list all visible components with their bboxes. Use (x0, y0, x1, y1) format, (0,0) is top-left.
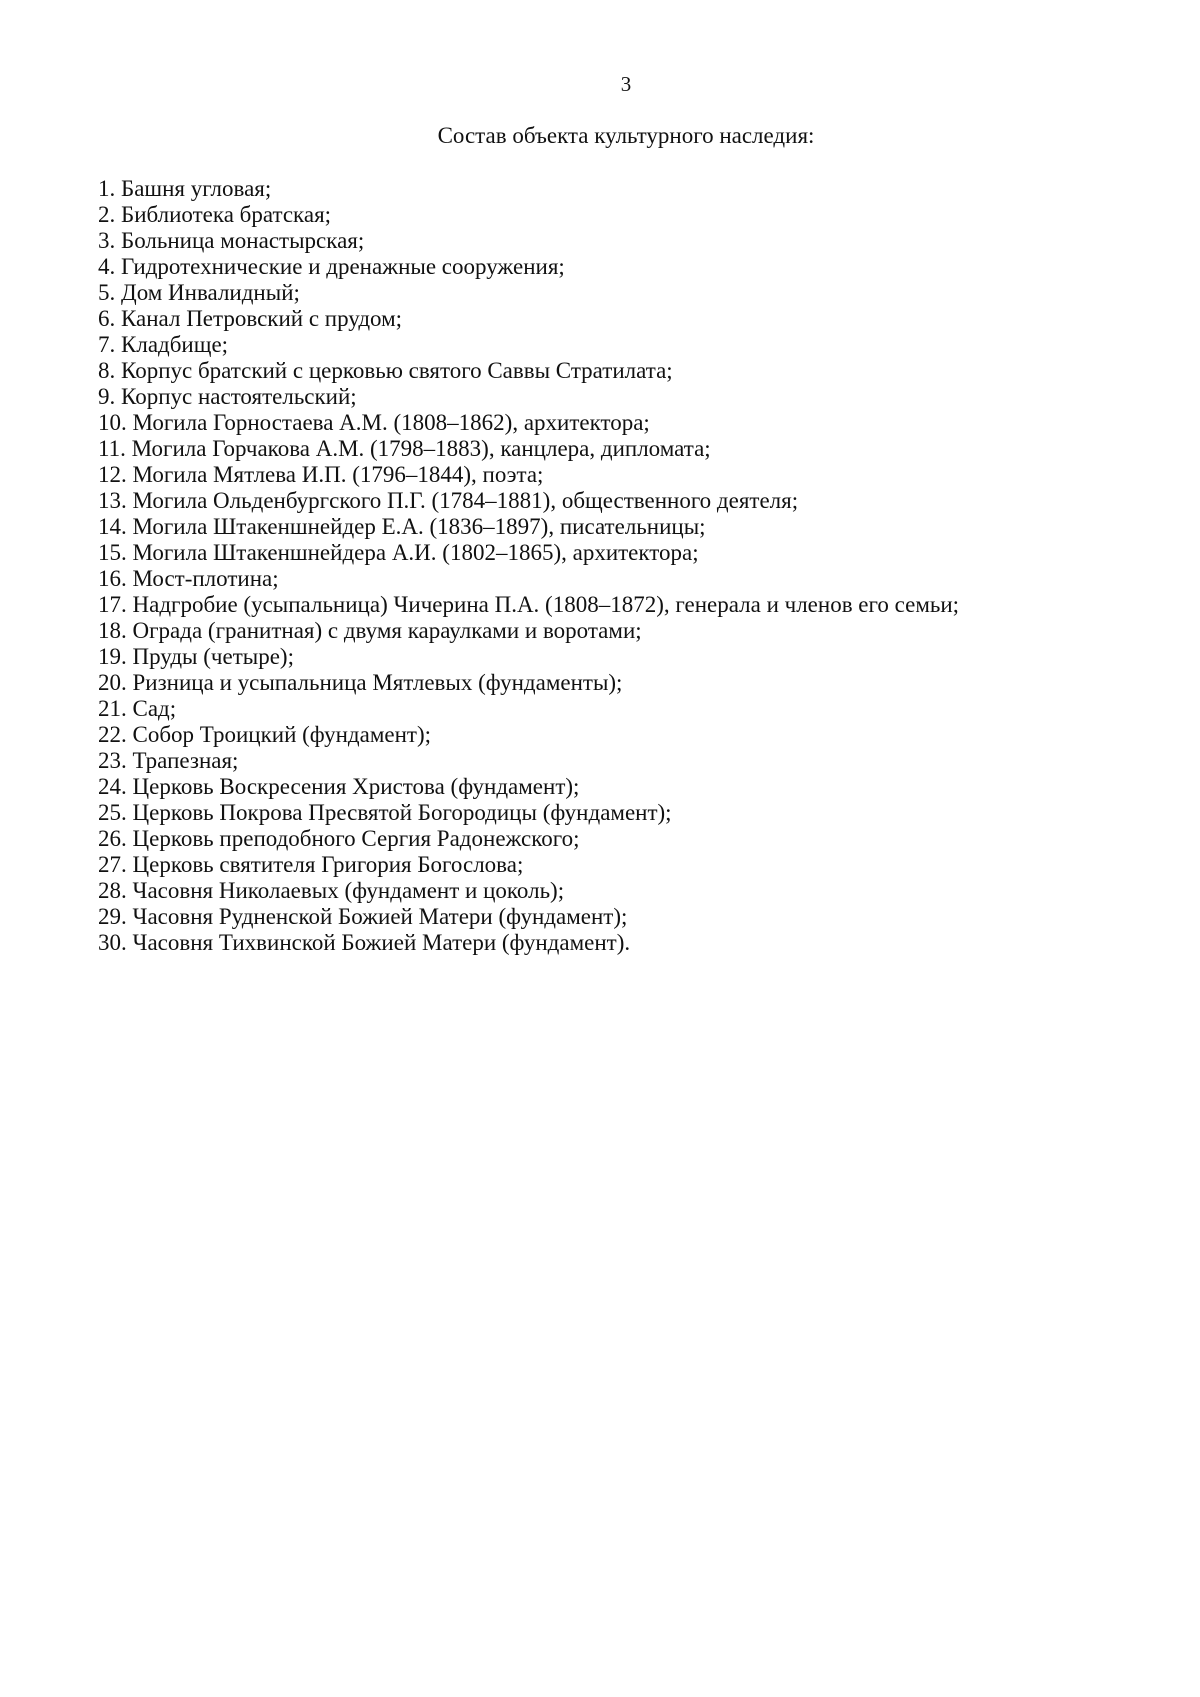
list-item: 13. Могила Ольденбургского П.Г. (1784–1881), общественного деятеля; (98, 488, 799, 513)
list-item: 9. Корпус настоятельский; (98, 384, 357, 409)
list-item: 10. Могила Горностаева А.М. (1808–1862), архитектора; (98, 410, 650, 435)
heritage-object-list (98, 176, 1178, 956)
list-item: 2. Библиотека братская; (98, 202, 332, 227)
list-item: 6. Канал Петровский с прудом; (98, 306, 403, 331)
list-item: 16. Мост-плотина; (98, 566, 279, 591)
list-item: 20. Ризница и усыпальница Мятлевых (фундаменты); (98, 670, 623, 695)
list-item: 5. Дом Инвалидный; (98, 280, 300, 305)
list-item: 17. Надгробие (усыпальница) Чичерина П.А. (1808–1872), генерала и членов его семьи; (98, 592, 960, 617)
list-item: 11. Могила Горчакова А.М. (1798–1883), канцлера, дипломата; (98, 436, 711, 461)
document-title: Состав объекта культурного наследия: (437, 123, 815, 148)
list-item: 8. Корпус братский с церковью святого Саввы Стратилата; (98, 358, 673, 383)
list-item: 3. Больница монастырская; (98, 228, 365, 253)
list-item: 1. Башня угловая; (98, 176, 272, 201)
list-item: 27. Церковь святителя Григория Богослова; (98, 852, 524, 877)
list-item: 21. Сад; (98, 696, 177, 721)
list-item: 29. Часовня Рудненской Божией Матери (фундамент); (98, 904, 628, 929)
list-item: 23. Трапезная; (98, 748, 239, 773)
list-item: 19. Пруды (четыре); (98, 644, 294, 669)
list-item: 28. Часовня Николаевых (фундамент и цоколь); (98, 878, 565, 903)
list-item: 4. Гидротехнические и дренажные сооружения; (98, 254, 565, 279)
list-item: 25. Церковь Покрова Пресвятой Богородицы (фундамент); (98, 800, 672, 825)
list-item: 24. Церковь Воскресения Христова (фундамент); (98, 774, 580, 799)
list-item: 7. Кладбище; (98, 332, 229, 357)
list-item: 26. Церковь преподобного Сергия Радонежского; (98, 826, 580, 851)
list-item: 12. Могила Мятлева И.П. (1796–1844), поэта; (98, 462, 544, 487)
list-item: 14. Могила Штакеншнейдер Е.А. (1836–1897), писательницы; (98, 514, 706, 539)
list-item: 22. Собор Троицкий (фундамент); (98, 722, 432, 747)
list-item: 18. Ограда (гранитная) с двумя караулками и воротами; (98, 618, 642, 643)
page-number: 3 (620, 72, 632, 96)
list-item: 15. Могила Штакеншнейдера А.И. (1802–1865), архитектора; (98, 540, 699, 565)
list-item: 30. Часовня Тихвинской Божией Матери (фундамент). (98, 930, 631, 955)
